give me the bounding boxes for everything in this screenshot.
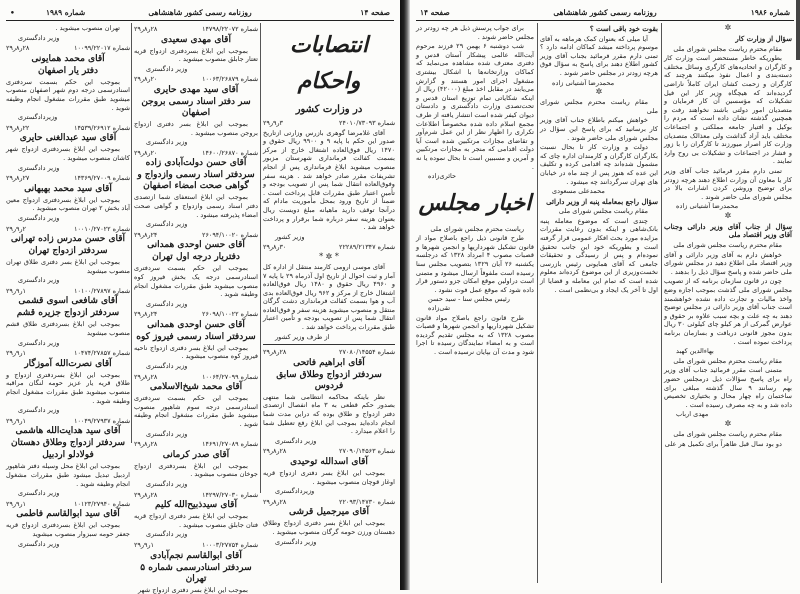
separator-ornament: ✲	[724, 418, 732, 428]
person-name: سردفتر ازدواج وطلاق سابق فردوس	[276, 369, 382, 391]
notice-date: ۲۸ر۸ر۲۹	[263, 447, 287, 456]
person-name: سردفتر اسناد رسمی فیروز کوه	[136, 331, 256, 342]
notice-date: ۲۸ر۸ر۲۹	[263, 497, 287, 506]
notice-body: بموجب این حکم بسمت سردفتری اسنادرسمی درجه یک بخش فیروز کوه منصوب میشوید طبق مقررات مشغول انجام وظیفه شوید .	[134, 264, 258, 299]
notice-number	[263, 447, 395, 456]
reference-number: شماره ۱۰۱۲۳/۲۷۹۴۰	[74, 499, 130, 508]
signature: وزیر دادگستری	[18, 338, 60, 347]
signature: وزیر دادگستری	[146, 138, 188, 147]
person-name: آقای سید مهدی حایری	[153, 84, 239, 95]
question-title: بقوت خود باقی است ؟	[589, 24, 658, 33]
notice-body: بطوریکه خاطر مستحضر است وزارت کار و کارگران و اتحادیه‌های کارگری وسائل مختلف دسته‌بندی و اعمال نفوذ میکنند هرچند که کارگران و زحمت کشان ایران کاملاً ناراضی گردیده‌اند که هیچگاه وزیر کار این فیل تشکیلات که مؤسسین آن کار فرمایان و متصدیان امور دولتی باشند نخواهند رفت و همچنین گذشته نشان داده است که مردم را بوکیل و افتیار جامعه مملکتی و اجتماعات مختلف باید آزاد گذاشت ولی معذالک متصدیان وزارت کار اصرار میورزند تا کارگران را با زور و فشار در اجتماعات و تشکیلات بی روح وارد نمایند .	[664, 54, 792, 166]
signature: وزیردادگستری	[18, 113, 58, 122]
person-name: آقای سید محمد بهبهانی	[24, 183, 112, 194]
column-divider	[537, 23, 538, 583]
section-masthead: انتصابات واحکام	[289, 32, 369, 94]
person-name: دفتر یار اصفهان	[37, 65, 99, 76]
reference-number: شماره ۲۲۰۹۳/۱۴۷۳۰	[339, 497, 395, 506]
notice-body: متمنی است مقرر فرمائید جناب آقای وزیر راه برای پاسخ سؤالات ذیل درمجلس حضور بهم رسانند ۹ سال گذشته مبلغی برای ساختمان راه چهار محال و بختیاری تخصیص داده شد و به چه مصرف رسیده است .	[664, 366, 792, 409]
notice-number	[6, 287, 130, 296]
notice-body: بموجب این ابلاغ محل وسیله دفتر شاهپور اردبیل تبدیل میشود طبق مقررات مشغول انجام وظیفه شوید .	[6, 462, 130, 488]
notice-date: ۲۴ر۸ر۲۹	[134, 310, 158, 319]
notice-date: ۳ر۹ر۲۹	[263, 119, 283, 127]
notice-body: طرح قانونی ذیل راجع باصلاح مواد از قانون تشکیل شهرداریها و انجمن شهرها و قصبات مصوب ۴ امرداد ۱۳۲۸ که درجلسه یکشنبه ۲۶ آبان ۱۳۲۹ بتصویب مجلس سنا رسیده است ملفوفاً ارسال میشود و متمنی است دراولین موقع امکان جزو دستور قرار داده شود که موقع عمل فوت نشود .	[416, 234, 534, 294]
signature: وزیردادگستری	[275, 487, 315, 496]
separator-ornament: ✲	[595, 87, 603, 97]
page-number: صفحه ۱۴	[420, 8, 450, 17]
notice-body: بموجب این ابلاغ بسر دفتری ازدواج شهر	[137, 585, 248, 594]
signature: وزیر دادگستری	[146, 299, 188, 308]
notice-body: آقای غلامرضا گوهری بازرس وزارتی ازتاریخ صدور این حکم با پایه ۹ و ۹۹۰۰ ریال حقوق و ۱۴۷۰ ریال فوق‌العاده اشتغال خارج از مرکز بسمت کفالت فرمانداری شهرستان مزبور منصوب میشوید ابلاغ فرمانداری پس از انجام تشریفات مقرر صادر خواهد شد . هزینه سفر وفوق‌العاده انتقال شما پس از تصویب بودجه و تأمین اعتبار طبق مقررات قابل پرداخت است . ضمناً از تاریخ ورود بمحل مأموریت مادام که درآنجا توقف دارید ماهیانه مبلغ دویست ریال بعنوان هزینه سفر درباره شما برقرار و پرداخت خواهد شد .	[263, 128, 395, 232]
notice-number	[263, 243, 395, 252]
notice-body: مقام محترم ریاست مجلس شورای ملی	[673, 429, 782, 438]
notice-body: بموجب این حکم بسمت سردفتری اسنادرسمی درجه سوم شاهپور منصوب میشوید طبق مقررات مشغول انجام وظیفه شوید .	[134, 394, 258, 429]
notice-date: ۱ر۹ر۲۹	[134, 540, 154, 549]
signature: محمدعلی مسعودی	[552, 187, 605, 196]
notice-number	[134, 373, 258, 382]
reference-number: شماره ۲۶۰۹۸/۱۰۰۲۲	[202, 310, 258, 319]
person-name: آقای سید ابوالقاسم فاطمی	[16, 509, 120, 520]
issue-number: شماره ۱۹۸۹	[46, 8, 86, 17]
notice-date: ۲۸ر۸ر۲۹	[134, 372, 158, 381]
notice-body: ریاست محترم مجلس شورای ملی	[430, 224, 524, 233]
person-name: آقای اسدالله توحیدی	[290, 457, 368, 467]
notice-number	[134, 75, 258, 84]
person-name: دفتریار درجه اول تهران	[152, 252, 240, 263]
notice-number	[263, 348, 395, 357]
signature: وزیر دادگستری	[18, 213, 60, 222]
reference-number: شماره ۲۶۰۹۴/۱۰۰۲۰	[202, 230, 258, 239]
section-masthead: اخبار مجلس	[418, 189, 532, 216]
signature: وزیر دادگستری	[146, 220, 188, 229]
notice-date: ۲۷ر۸ر۲۹	[6, 174, 30, 183]
notice-date: ۲۰ر۸ر۲۹	[134, 148, 158, 157]
right-page	[410, 0, 800, 590]
notice-number	[263, 498, 395, 507]
signature: از طرف وزیر کشور	[275, 332, 330, 341]
person-name: آقای محمد همایونی	[31, 53, 105, 64]
notice-date: ۲۲ر۸ر۲۹	[6, 123, 30, 132]
notice-body: مقام ریاست محترم مجلس شورای ملی	[673, 356, 782, 365]
signature: وزیر دادگستری	[18, 33, 60, 42]
reference-number: شماره ۱۰۴۷۴/۲۷۸۵۷	[74, 349, 130, 358]
question-title: سؤال راجع بمعامله پنبه از وزیر دارائی	[546, 196, 658, 206]
notice-body: بموجب این ابلاغ استعفای شما ازتصدی دفتر اسناد رسمی وازدواج و گواهی صحت امضاء پذیرفته میشود .	[134, 193, 258, 219]
notice-body: مقام محترم ریاست مجلس شورای ملی	[673, 241, 782, 250]
notice-body: بموجب این ابلاغ بسر دفتری طلاق تهران منصوب میشوید	[6, 258, 130, 275]
person-name: سردفتر اسنادرسمی شماره ۵ تهران	[140, 562, 252, 584]
left-column-left	[6, 23, 130, 583]
notice-number	[134, 231, 258, 240]
page-edge-shadow	[796, 0, 800, 60]
person-name: سر دفتر اسناد رسمی بروجن اصفهان	[141, 96, 251, 118]
signature: وزیر دادگستری	[18, 276, 60, 285]
signature: وزیر دادگستری	[146, 530, 188, 539]
right-column-right	[664, 23, 792, 583]
notice-body: دولت و وزارت کار تا بحال نسبت بکارگران کارگران و کارمندان اداره چای که مشمول شده‌اند چه اقدامی کرده و تکلیف این عده که هنوز پس از چند ماه در خیابان های تهران سرگردانند چه میشود .	[540, 143, 658, 186]
notice-date: ۲۰ر۸ر۲۹	[134, 75, 158, 84]
section-heading: در وزارت کشور	[295, 104, 363, 115]
notice-body: بموجب این ابلاغ بسر دفتری ازدواج بروجن منصوب میشوید .	[134, 119, 258, 137]
notice-date: ۲۸ر۸ر۲۹	[263, 348, 287, 357]
question-title: سؤال از جناب آقای وزیر دارائی وجناب آقای وزیر اقتصاد ملی	[664, 221, 792, 240]
notice-body: تمنی دارم مقرر فرمائید جناب آقای وزیر کار یا معاون آن وزارت اطلاع دهند هرچه زودتر برای توضیح وروشن کردن اشارات بالا در مجلس شورای ملی حاضر شوند .	[664, 166, 792, 201]
signature: وزیر دادگستری	[275, 436, 317, 445]
notice-body: مقام ریاست محترم مجلس شورای ملی	[540, 98, 658, 115]
person-name: سردفتر اسناد رسمی وازدواج و گواهی صحت امضاء اصفهان	[137, 170, 255, 192]
horizontal-rule	[263, 344, 395, 345]
notice-body: بموجب این حکم بسمت سردفتری اسنادرسمی درجه دوم شهر اصفهان منصوب میشوید طبق مقررات مشغول انجام وظیفه شوید .	[6, 77, 130, 112]
notice-body: آیا میلی که بعنوان کمک هرماهه به آقای موسوم پرداخته میشد کماکان ادامه دارد ؟ تمنی دارم مقرر فرمائید بجناب آقای وزیر کشور اطلاع دهند برای پاسخ به سؤال فوق هرچه زودتر در مجلس حاضر شوند .	[540, 34, 658, 77]
signature: وزیر دادگستری	[18, 406, 60, 415]
reference-number: شماره ۲۴۰۱۰/۷۳۰۹۳	[339, 119, 395, 127]
signature: بهاءالدین کهبد	[676, 347, 714, 356]
notice-date: ۲۸ر۸ر۲۹	[134, 490, 158, 499]
notice-body: بموجب این ابلاغ بسردفتری ازدواج جوخان منصوب میشوید .	[134, 461, 258, 479]
reference-number: شماره ۱۰۰۴۹/۲۷۹۳۷	[74, 416, 130, 425]
newspaper-title: روزنامه رسمی کشور شاهنشاهی	[148, 8, 252, 17]
notice-number	[134, 149, 258, 158]
notice-date: ۲۸ر۸ر۲۹	[134, 440, 158, 449]
question-title: سؤال از وزارت کار	[735, 34, 792, 43]
reference-number: شماره ۱۴۶۹۱/۲۷۰۸۹	[202, 440, 258, 449]
notice-date: ۳۰ر۸ر۲۹	[263, 243, 287, 252]
notice-date: ۱ر۹ر۲۹	[6, 416, 26, 425]
notice-body: شب دوشنبه ۶ بهمن ۲۹ فرزند مرحوم آیت‌الله عالمی پیشکار آستان قدس و دفتری معترف شده مشاهده می‌نماید که کماکان وزارتخانه‌ها با اشکال بیشتری مشغول اجرای امور هستند و گزارش می‌یابند در مقابل اخذ مبلغ (۴۲۰۰۰) ریال از اینکه شکایاتی تمام توزیع استان قدس و تحت‌تصدی وزارت دادگستری و دادستان دیوان کیفر شده است انتشار یافته از طرف مجمع اسلام داده شده مخصوصاً اطلاعات تکراری را اظهار نظر از این عمل شرم‌آور و تقاضای مجازات مرتکبین شده است آیا دولت اقدامی که منجر به مجازات مرتکبین و آمرین و مسببین است تا بحال نموده یا نه .	[416, 42, 534, 171]
person-name: آقای سید هدایت‌الله هاشمی	[15, 426, 121, 437]
reference-number: شماره ۱۴۵۳۹/۲۶۹۱۲	[74, 123, 130, 132]
notice-body: بموجب این ابلاغ بسر دفتری ازدواج ناحیه فیروز کوه منصوب میشوید .	[134, 343, 258, 361]
right-column-middle	[540, 23, 658, 583]
reference-number: شماره ۱۴۷۹۸/۲۲۰۷۲	[202, 25, 258, 33]
notice-date: ۱ر۹ر۲۹	[6, 349, 26, 358]
reference-number: شماره ۲۲۲۸۹/۲۱۳۴۷	[339, 243, 395, 252]
notice-date: ۲ر۹ر۲۹	[6, 224, 26, 233]
notice-body: چون در قانون سازمان برنامه که از تصویب مجلس شورای ملی گذشت بموجب اجازه وضع واخذ مالیات و تجارت داده نشده خواهشمند است جناب آقای وزیر دارائی در مجلس توضیح دهند به چه علت و بچه سبب علاوه بر حقوق و عوارض گمرکی از هر کیلو چای کیلوئی ۳۰ ریال بدون مجوز قانونی دریافت و بسازمان برنامه پرداخت نموده است .	[664, 277, 792, 346]
signature: وزیر دادگستری	[146, 429, 188, 438]
person-name: سردفتر ازدواج جزیره قشم	[16, 308, 120, 319]
reference-number: شماره ۱۴۲۹۷/۲۷۰۳۰	[202, 490, 258, 499]
reference-number: شماره ۱۰۰۹۹/۲۲۰۱۷	[74, 44, 130, 53]
signature: وزیر دادگستری	[275, 537, 317, 546]
notice-body: خواهش دارم به آقای وزیر دارائی و آقای وزیر اقتصاد ملی اطلاع دهید در مجلس شورای ملی حاضر شده و پاسخ سؤال ذیل را بدهند .	[664, 250, 792, 276]
notice-body: بموجب این ابلاغ بسر دفتری ازدواج قریه فتان جابلق منصوب میشوید .	[134, 512, 258, 529]
person-name: آقای صدر کرمانی	[162, 449, 230, 460]
notice-body: بموجب این ابلاغ بسر دفتری ازدواج قریه اوغاز قوچان منصوب میشوید .	[263, 469, 395, 486]
signature: وزیر دادگستری	[146, 362, 188, 371]
notice-body: خواهش میکنم باطلاع جناب آقای وزیر کار برسانید که برای پاسخ این سؤال در مجلس شورای ملی حاضر شوند .	[540, 116, 658, 142]
right-page-header	[416, 6, 794, 21]
person-name: آقای سیدذبیح‌الله کلیم	[155, 500, 237, 511]
person-name: آقای ابراهیم فاتحی	[293, 357, 365, 368]
notice-body: بموجب این ابلاغ بسردفتری ازدواج شهر کاشان منصوب میشوید .	[6, 145, 130, 162]
left-page-header	[6, 6, 394, 21]
signature: حائری‌زاده	[428, 172, 457, 181]
notice-number	[6, 225, 130, 234]
column-divider	[260, 23, 261, 493]
person-name: سردفتر ازدواج وطلاق دهستان	[10, 438, 126, 449]
notice-number	[134, 541, 258, 550]
notice-body: بموجب این ابلاغ بسردفتری ازدواج قریه جعفر حومه سبزوار منصوب میشوید	[6, 521, 130, 538]
person-name: آقای حسن اوحدی همدانی	[147, 319, 245, 330]
notice-body: طرح قانون راجع باصلاح مواد قانون تشکیل شهرداریها و انجمن شهرها و قصبات مصوب ۱۳۲۸ که به مجلس تقدیم گردیده است و به امضاء نمایندگان رسیده تا اجرا شود و مدت آن بپایان نرسیده است .	[416, 313, 534, 356]
notice-body: دو بود سال قبل ظاهراً برای تکمیل هر علی	[664, 439, 782, 448]
notice-body: بموجب این ابلاغ بسردفتری ازدواج معین آباد بخش ۲ تهران منصوب میشوید .	[6, 195, 130, 213]
left-column-middle	[134, 23, 258, 594]
person-name: آقای میرجمیل قرشی	[289, 507, 369, 518]
signature: وزیر کشور	[275, 232, 305, 241]
notice-body: مقام ریاست مجلس شورای ملی	[558, 207, 648, 216]
person-name: آقای سید عبدالغنی حایری	[19, 133, 117, 144]
reference-number: شماره ۲۷۰۸۰/۱۴۵۵۴	[339, 348, 395, 357]
book-spine	[400, 0, 410, 590]
notice-date: ۲۸ر۸ر۲۹	[134, 25, 158, 33]
column-divider	[661, 23, 662, 583]
newspaper-title: روزنامه رسمی کشور شاهنشاهی	[553, 8, 657, 17]
person-name: آقای نصرت‌الله آموزگار	[24, 358, 112, 369]
notice-number	[134, 440, 258, 449]
notice-body: مقام محترم ریاست مجلس شورای ملی	[673, 44, 782, 53]
notice-body: آقای موسی ارومی کارمند منتقل از اداره کل آمار و ثبت احوال از تاریخ اول آذرماه ۲۹ با پایه ۷ و ۴۹۶۰ ریال حقوق و ۱۴۸۰ ریال فوق‌العاده اشتغال خارج از مرکز و ۹۶۲ ریال فوق‌العاده بدی آب و هوا بسمت کفالت فرمانداری دشت گرگان منتقل و منصوب میشوید هزینه سفر و فوق‌العاده انتقال شما پس از تصویب بودجه و تأمین اعتبار طبق مقررات پرداخت خواهد شد .	[263, 262, 396, 332]
person-name: فولادلو اردبیل	[42, 450, 94, 461]
left-column-right	[263, 23, 395, 583]
page-number: صفحه ۱۴	[360, 8, 390, 17]
notice-body: نظر باینکه محاکمه انتظامی شما منتهی بصدور حکم قطعی به ۳ ماه انفصال ازتصدی دفتر ازدواج و طلاق بوده که دراین مدت شما انجام داده‌اید بموجب این ابلاغ رفع تعطیل شما را اعلام میدارد .	[263, 392, 395, 436]
notice-number	[6, 417, 130, 426]
separator-ornament: ✲	[724, 23, 732, 32]
notice-number	[134, 25, 258, 34]
signature: وزیر دادگستری	[146, 480, 188, 488]
notice-number	[263, 119, 395, 128]
person-name: آقای شافعی اسوی قشمی	[18, 296, 118, 307]
notice-date: ۲۴ر۸ر۲۹	[134, 230, 158, 239]
reference-number: شماره ۱۰۰۶۴/۲۷۰۹۹	[202, 372, 258, 381]
signature: وزیر دادگستری	[18, 489, 60, 498]
notice-number	[134, 310, 258, 319]
reference-number: شماره ۱۰۰۶۳/۲۶۸۷۹	[202, 75, 258, 84]
right-column-left	[416, 23, 534, 583]
signature: محمدرضا آشتیانی زاده	[552, 78, 615, 87]
notice-body: بموجب این ابلاغ بسردفتری ازدواج قریه تعتار جابلق منصوب میشوید .	[134, 46, 258, 64]
notice-body: بموجب این ابلاغ بسردفتری ازدواج و طلاق قریه یار عزیز حومه لنگان مراقبه منصوب میشوید طبق مقررات مشغول انجام وظیفه شوید .	[6, 370, 130, 405]
person-name: آقای حسن دولت‌آبادی زاده	[145, 158, 247, 169]
notice-body: بموجب این ابلاغ بسردفتری طلاق قشم منصوب میشوید	[6, 320, 130, 338]
reference-number: شماره ۲۷۰۹۰/۱۴۵۶۳	[339, 447, 395, 456]
signature: محمدرضا آشتیانی زاده	[676, 202, 739, 211]
notice-number	[134, 491, 258, 500]
notice-body: برای جواب پرسش ذیل هر چه زودتر در مجلس حاضر شوند .	[416, 24, 534, 41]
person-name: سردفتر ازدواج تهران	[28, 246, 108, 257]
person-name: آقای مهدی سعیدی	[161, 34, 231, 45]
notice-date: ۲۸ر۸ر۲۹	[6, 44, 30, 53]
person-name: آقای حسن مدرس زاده تهرانی	[10, 234, 126, 245]
notice-number	[6, 349, 130, 358]
reference-number: شماره ۱۰۱۰۰/۲۷۸۹۷	[74, 286, 130, 295]
notice-body: تهران منصوب میشوید .	[55, 24, 120, 32]
notice-body: بموجب این ابلاغ بسر دفتری ازدواج وطلاق دهستان ورزن حومه گرگان منصوب میشوید .	[263, 519, 395, 536]
signature: وزیر دادگستری	[18, 539, 60, 548]
issue-number: شماره ۱۹۸۶	[750, 8, 790, 17]
notice-body: چندی است که موضوع معامله پنبه بانک‌شاهی و اینکه بدون رعایت مقررات مزایده مورد بحث افکار عمومی قرار گرفته است و بطوریکه خود این جانب تحقیق نموده‌ام و پس از رسیدگی و تحقیقات جامعی که آقای همایونی رئیس بازرسی نخست‌وزیری از این موضوع کرده‌اند معلوم شده است که تمام این معامله و قضایا از اول تا آخر یک ایجاد و بی‌نظمی است .	[540, 216, 658, 294]
reference-number: شماره ۱۴۶۰۰/۲۶۸۷۰	[202, 148, 258, 157]
column-divider	[131, 23, 132, 443]
notice-number	[6, 174, 130, 183]
signature: وزیر دادگستری	[146, 64, 188, 73]
reference-number: شماره ۱۴۳۶۹/۲۷۰۰۹	[74, 174, 130, 183]
person-name: آقای محمد شیخ‌الاسلامی	[149, 382, 243, 393]
reference-number: شماره ۱۰۰۰۳/۲۷۷۵۴	[202, 540, 258, 549]
notice-date: ۱ر۹ر۲۹	[6, 286, 26, 295]
separator-ornament: * ✲ *	[319, 251, 339, 261]
notice-date: ۱ر۹ر۲۹	[6, 499, 26, 508]
person-name: آقای ابوالقاسم نجم‌آبادی	[150, 550, 242, 561]
signature: مهدی ارباب	[676, 410, 709, 419]
notice-number	[6, 124, 130, 133]
signature: وزیر دادگستری	[18, 163, 60, 172]
notice-number	[6, 44, 130, 53]
separator-ornament: ✲	[724, 210, 732, 220]
notice-number	[6, 500, 130, 509]
person-name: آقای حسن اوحدی همدانی	[147, 240, 245, 251]
signature: رئیس مجلس سنا - سید حسن تقی‌زاده	[428, 295, 510, 313]
page-mark: •	[10, 8, 15, 17]
reference-number: شماره ۱۰۰۱۰/۲۷۰۲۲	[74, 224, 130, 233]
